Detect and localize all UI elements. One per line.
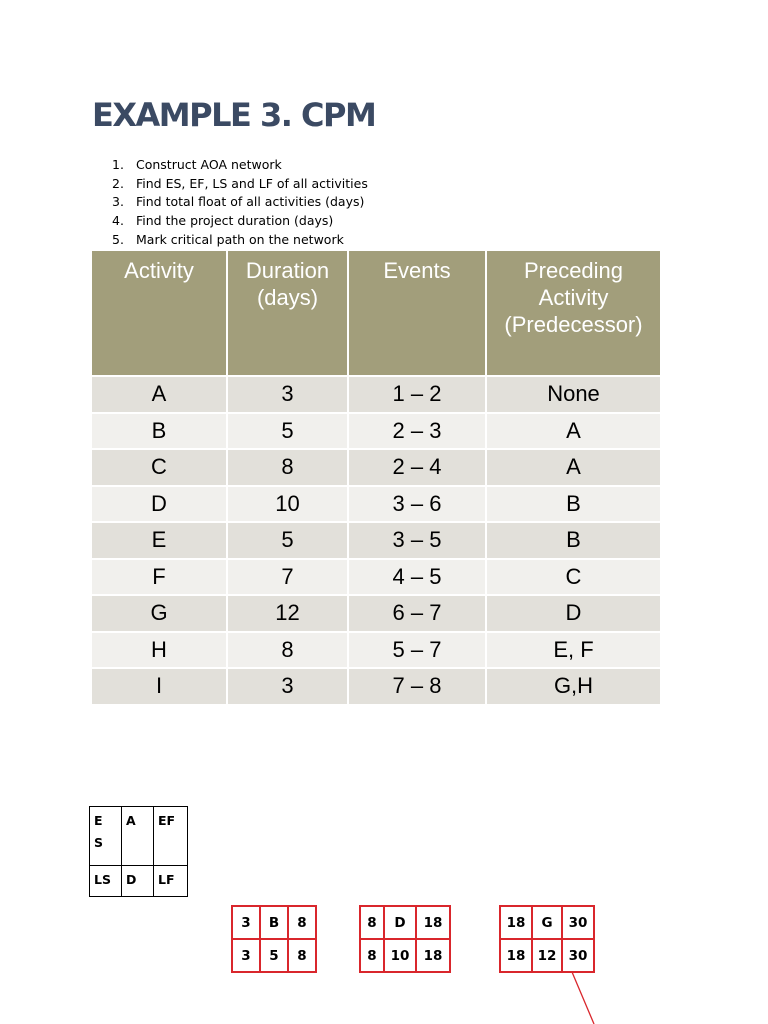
column-header: Duration (days) (227, 250, 348, 376)
node-g-top-row (500, 906, 594, 939)
node-d-ef: 18 (416, 906, 450, 939)
legend-top-row (90, 807, 188, 866)
node-g-es: 18 (500, 906, 532, 939)
table-cell: 2 – 4 (348, 449, 486, 486)
table-cell: H (91, 632, 227, 669)
column-header: Activity (91, 250, 227, 376)
legend-activity: A (122, 807, 154, 866)
node-b-duration: 5 (260, 939, 288, 972)
table-cell: B (91, 413, 227, 450)
node-b-es: 3 (232, 906, 260, 939)
task-number: 2. (112, 175, 124, 191)
table-cell: E (91, 522, 227, 559)
node-g-activity: G (532, 906, 562, 939)
node-g-lf: 30 (562, 939, 594, 972)
table-cell: E, F (486, 632, 661, 669)
task-item (112, 193, 368, 212)
task-item (112, 156, 368, 175)
node-b (231, 905, 317, 973)
node-g-ls: 18 (500, 939, 532, 972)
node-b-lf: 8 (288, 939, 316, 972)
table-cell: 8 (227, 632, 348, 669)
task-item (112, 212, 368, 231)
task-text: Mark critical path on the network (136, 231, 344, 247)
node-b-activity: B (260, 906, 288, 939)
table-cell: 3 (227, 668, 348, 705)
node-d-duration: 10 (384, 939, 416, 972)
table-cell: 5 (227, 413, 348, 450)
table-cell: 3 – 6 (348, 486, 486, 523)
critical-path-arrow (560, 970, 620, 1024)
table-cell: 7 (227, 559, 348, 596)
node-legend (89, 806, 188, 897)
table-row (91, 668, 661, 705)
table-row (91, 376, 661, 413)
table-cell: 1 – 2 (348, 376, 486, 413)
table-cell: 5 – 7 (348, 632, 486, 669)
table-header-row (91, 250, 661, 376)
table-cell: 6 – 7 (348, 595, 486, 632)
table-cell: 3 – 5 (348, 522, 486, 559)
table-cell: D (486, 595, 661, 632)
table-cell: A (486, 449, 661, 486)
table-cell: D (91, 486, 227, 523)
page-title: EXAMPLE 3. CPM (92, 96, 376, 134)
table-cell: 4 – 5 (348, 559, 486, 596)
legend-ls: LS (90, 866, 122, 897)
node-d (359, 905, 451, 973)
task-number: 3. (112, 194, 124, 210)
table-cell: C (486, 559, 661, 596)
node-b-top-row (232, 906, 316, 939)
node-d-es: 8 (360, 906, 384, 939)
table-row (91, 486, 661, 523)
node-g-bottom-row (500, 939, 594, 972)
node-d-bottom-row (360, 939, 450, 972)
column-header: Preceding Activity (Predecessor) (486, 250, 661, 376)
task-text: Find total float of all activities (days) (136, 194, 365, 210)
legend-duration: D (122, 866, 154, 897)
table-cell: 10 (227, 486, 348, 523)
node-g-duration: 12 (532, 939, 562, 972)
legend-lf: LF (154, 866, 188, 897)
task-number: 5. (112, 231, 124, 247)
node-g (499, 905, 595, 973)
table-cell: 2 – 3 (348, 413, 486, 450)
task-text: Find the project duration (days) (136, 213, 334, 229)
activity-table (90, 249, 662, 706)
table-row (91, 559, 661, 596)
node-d-activity: D (384, 906, 416, 939)
table-cell: None (486, 376, 661, 413)
table-cell: A (91, 376, 227, 413)
table-row (91, 522, 661, 559)
task-number: 1. (112, 157, 124, 172)
legend-es: E S (90, 807, 122, 866)
table-cell: 7 – 8 (348, 668, 486, 705)
legend-bottom-row (90, 866, 188, 897)
node-g-ef: 30 (562, 906, 594, 939)
node-b-bottom-row (232, 939, 316, 972)
table-row (91, 632, 661, 669)
table-cell: B (486, 522, 661, 559)
table-cell: 12 (227, 595, 348, 632)
table-cell: G (91, 595, 227, 632)
table-cell: 3 (227, 376, 348, 413)
task-list (112, 156, 368, 250)
task-number: 4. (112, 213, 124, 229)
table-cell: I (91, 668, 227, 705)
node-b-ef: 8 (288, 906, 316, 939)
table-row (91, 413, 661, 450)
arrow-line (572, 972, 594, 1024)
legend-ef: EF (154, 807, 188, 866)
task-item (112, 231, 368, 250)
node-d-lf: 18 (416, 939, 450, 972)
table-cell: 5 (227, 522, 348, 559)
table-cell: F (91, 559, 227, 596)
table-body (91, 376, 661, 705)
table-cell: 8 (227, 449, 348, 486)
table-cell: A (486, 413, 661, 450)
task-text: Construct AOA network (136, 157, 282, 172)
table-row (91, 595, 661, 632)
column-header: Events (348, 250, 486, 376)
node-d-top-row (360, 906, 450, 939)
node-b-ls: 3 (232, 939, 260, 972)
task-text: Find ES, EF, LS and LF of all activities (136, 175, 368, 191)
task-item (112, 175, 368, 194)
table-row (91, 449, 661, 486)
table-cell: B (486, 486, 661, 523)
table-cell: C (91, 449, 227, 486)
node-d-ls: 8 (360, 939, 384, 972)
table-cell: G,H (486, 668, 661, 705)
